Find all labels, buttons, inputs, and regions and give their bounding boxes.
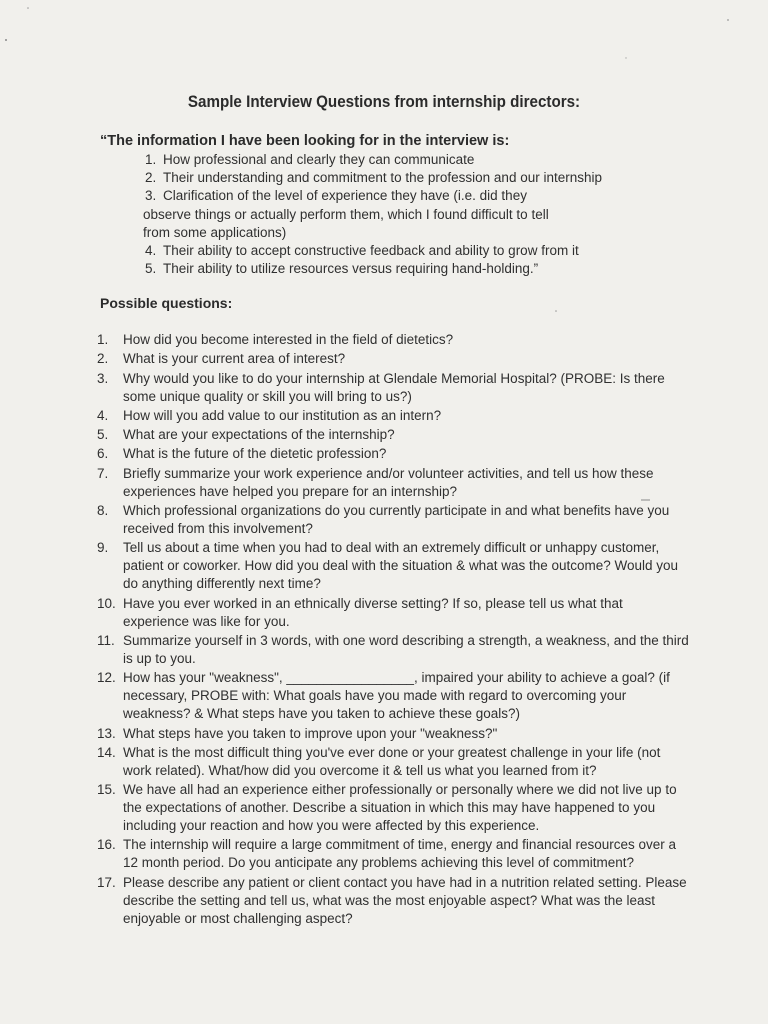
question-line: Which professional organizations do you currently participate in and what benefits have you <box>123 503 670 519</box>
question-item <box>97 725 657 743</box>
question-item <box>97 836 677 872</box>
question-line: received from this involvement? <box>123 521 313 537</box>
intro-item-line: 5. Their ability to utilize resources versus requiring hand-holding.” <box>145 260 625 278</box>
intro-item-line: 4. Their ability to accept constructive feedback and ability to grow from it <box>145 242 625 260</box>
question-number: 2. <box>97 351 109 367</box>
question-text <box>123 725 657 743</box>
question-number: 4. <box>97 407 109 423</box>
question-text <box>123 669 670 723</box>
question-line: Have you ever worked in an ethnically diverse setting? If so, please tell us what that <box>123 595 623 611</box>
page-title: Sample Interview Questions from internship directors: <box>187 93 581 111</box>
question-line: How has your "weakness", _________________, impaired your ability to achieve a goal? (if <box>123 670 670 686</box>
question-text <box>123 595 657 631</box>
question-number: 17. <box>97 874 116 890</box>
question-line: We have all had an experience either professionally or personally where we did not live up to <box>123 782 677 798</box>
question-line: enjoyable or most challenging aspect? <box>123 910 353 926</box>
question-line: What steps have you taken to improve upon your "weakness?" <box>123 725 498 741</box>
question-number: 16. <box>97 837 116 853</box>
question-number: 6. <box>97 446 109 462</box>
question-line: The internship will require a large commitment of time, energy and financial resources over a <box>123 837 677 853</box>
intro-item-number: 1. <box>145 152 157 167</box>
intro-item-number: 2. <box>145 170 157 186</box>
question-number: 15. <box>97 782 116 798</box>
question-line: describe the setting and tell us, what was the most enjoyable aspect? What was the least <box>123 892 656 908</box>
intro-item-line: 1. How professional and clearly they can communicate <box>145 151 625 169</box>
question-number: 10. <box>97 595 116 611</box>
question-text <box>123 426 657 444</box>
question-number: 13. <box>97 725 116 741</box>
question-text <box>123 744 661 780</box>
question-line: How will you add value to our institution as an intern? <box>123 407 442 423</box>
question-line: experiences have helped you prepare for an internship? <box>123 483 457 499</box>
question-line: What is your current area of interest? <box>123 351 346 367</box>
intro-item <box>145 169 625 187</box>
question-line: work related). What/how did you overcome it & tell us what you learned from it? <box>123 762 597 778</box>
question-line: Please describe any patient or client contact you have had in a nutrition related setting. Please <box>123 874 687 890</box>
question-number: 12. <box>97 670 116 686</box>
question-number: 11. <box>97 632 115 648</box>
question-line: What are your expectations of the internship? <box>123 427 395 443</box>
question-line: including your reaction and how you were affected by this experience. <box>123 818 540 834</box>
questions-list <box>97 331 689 929</box>
question-item <box>97 781 677 835</box>
intro-item <box>145 187 625 242</box>
question-line: some unique quality or skill you will bring to us?) <box>123 388 412 404</box>
question-item <box>97 426 657 444</box>
question-item <box>97 539 679 593</box>
question-item <box>97 407 657 425</box>
question-line: What is the future of the dietetic profession? <box>123 446 387 462</box>
question-item <box>97 445 657 463</box>
question-number: 7. <box>97 465 109 481</box>
question-line: experience was like for you. <box>123 613 290 629</box>
question-item <box>97 669 670 723</box>
question-number: 5. <box>97 427 109 443</box>
question-line: the expectations of another. Describe a situation in which this may have happened to you <box>123 800 656 816</box>
question-item <box>97 331 657 349</box>
intro-item <box>145 242 625 260</box>
question-text <box>123 350 657 368</box>
intro-list <box>145 151 625 278</box>
possible-questions-heading: Possible questions: <box>100 295 233 311</box>
question-line: weakness? & What steps have you taken to achieve these goals?) <box>123 706 520 722</box>
question-item <box>97 744 661 780</box>
question-number: 14. <box>97 744 116 760</box>
question-text <box>123 874 687 928</box>
question-number: 9. <box>97 540 109 556</box>
intro-item-line: 2. Their understanding and commitment to the profession and our internship <box>145 169 625 187</box>
question-line: What is the most difficult thing you've ever done or your greatest challenge in your life (not <box>123 744 661 760</box>
intro-item <box>145 260 625 278</box>
question-line: Why would you like to do your internship at Glendale Memorial Hospital? (PROBE: Is there <box>123 370 665 386</box>
question-item <box>97 874 687 928</box>
question-line: Tell us about a time when you had to deal with an extremely difficult or unhappy customer, <box>123 540 660 556</box>
question-text <box>123 539 679 593</box>
question-item <box>97 350 657 368</box>
question-number: 1. <box>97 332 109 347</box>
question-item <box>97 595 657 631</box>
question-number: 8. <box>97 503 109 519</box>
intro-item <box>145 151 625 169</box>
intro-item-number: 5. <box>145 261 157 277</box>
question-item <box>97 465 657 501</box>
question-text <box>123 370 665 406</box>
question-line: do anything differently next time? <box>123 576 321 592</box>
question-text <box>123 502 670 538</box>
question-text <box>123 632 689 668</box>
question-text <box>123 781 677 835</box>
question-line: Summarize yourself in 3 words, with one word describing a strength, a weakness, and the third <box>123 632 689 648</box>
question-item <box>97 632 689 668</box>
question-item <box>97 370 665 406</box>
question-text <box>123 331 657 349</box>
intro-item-number: 3. <box>145 188 157 204</box>
intro-item-line: observe things or actually perform them, which I found difficult to tell <box>143 206 549 222</box>
intro-item-line: from some applications) <box>143 224 287 240</box>
question-line: patient or coworker. How did you deal with the situation & what was the outcome? Would you <box>123 558 679 574</box>
question-text <box>123 465 657 501</box>
question-item <box>97 502 670 538</box>
question-line: 12 month period. Do you anticipate any problems achieving this level of commitment? <box>123 855 635 871</box>
quote-heading: “The information I have been looking for in the interview is: <box>100 133 510 149</box>
question-number: 3. <box>97 370 109 386</box>
question-text <box>123 836 677 872</box>
intro-item-line: 3. Clarification of the level of experience they have (i.e. did they <box>145 187 625 205</box>
question-line: How did you become interested in the field of dietetics? <box>123 332 454 347</box>
intro-item-number: 4. <box>145 243 157 259</box>
question-text <box>123 407 657 425</box>
question-text <box>123 445 657 463</box>
question-line: is up to you. <box>123 650 196 666</box>
question-line: necessary, PROBE with: What goals have you made with regard to overcoming your <box>123 688 627 704</box>
question-line: Briefly summarize your work experience and/or volunteer activities, and tell us how these <box>123 465 654 481</box>
